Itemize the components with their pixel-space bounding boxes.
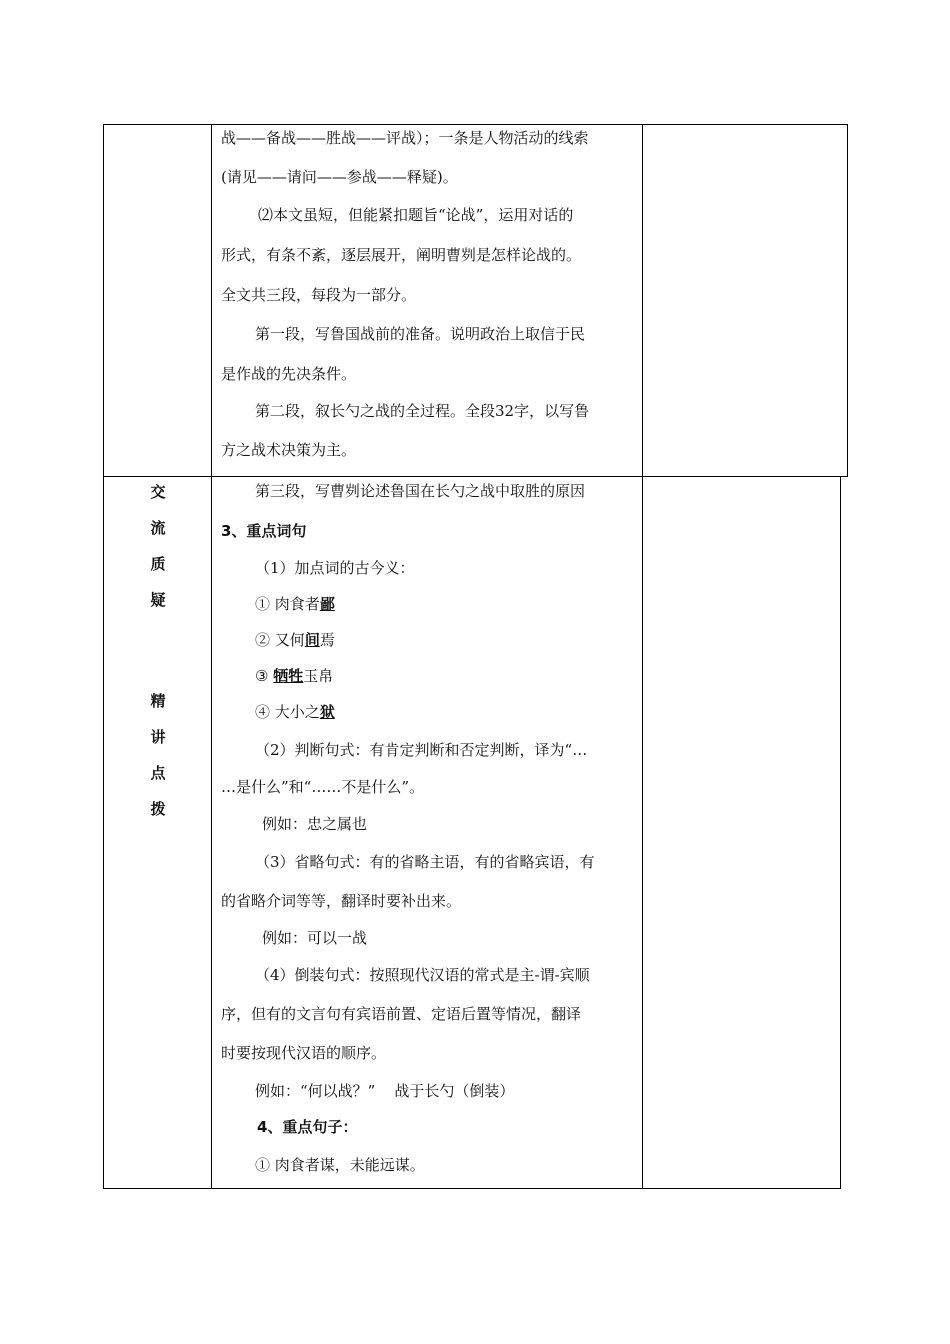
upper-line-6: 第一段，写鲁国战前的准备。说明政治上取信于民 xyxy=(255,325,586,343)
word-item-4 xyxy=(255,702,335,722)
heading-key-sentences: 4、重点句子： xyxy=(257,1118,358,1136)
gujin-title: （1）加点词的古今义： xyxy=(255,559,415,577)
inversion-example: 例如：“何以战？” 战于长勺（倒装） xyxy=(255,1082,515,1100)
para-three: 第三段，写曹刿论述鲁国在长勺之战中取胜的原因 xyxy=(255,482,586,500)
side-label-jiao: 交 xyxy=(150,483,166,501)
judge-line-2: …是什么”和“……不是什么”。 xyxy=(221,778,425,796)
word-item-1 xyxy=(255,594,335,614)
item-pre: 又何 xyxy=(274,631,305,649)
side-label-dian: 点 xyxy=(150,764,166,782)
omit-example: 例如：可以一战 xyxy=(262,929,368,947)
side-label-jiang: 讲 xyxy=(150,728,166,746)
judge-line-1: （2）判断句式：有肯定判断和否定判断，译为“… xyxy=(255,741,588,759)
side-label-jing: 精 xyxy=(150,692,166,710)
table-divider-1 xyxy=(211,124,212,1189)
dotted-word: 间 xyxy=(304,631,320,649)
upper-line-8: 第二段，叙长勺之战的全过程。全段32字，以写鲁 xyxy=(255,402,590,420)
sentence-1: ① 肉食者谋，未能远谋。 xyxy=(255,1156,425,1174)
inversion-line-2: 序，但有的文言句有宾语前置、定语后置等情况，翻译 xyxy=(221,1005,582,1023)
item-number: ① xyxy=(255,595,271,613)
item-number: ④ xyxy=(255,703,271,721)
side-label-liu: 流 xyxy=(150,519,166,537)
upper-line-5: 全文共三段，每段为一部分。 xyxy=(221,286,417,304)
upper-line-2: (请见——请问——参战——释疑)。 xyxy=(221,168,458,186)
inversion-line-3: 时要按现代汉语的顺序。 xyxy=(221,1044,387,1062)
table-border-right-lower xyxy=(840,476,841,1189)
item-pre: 大小之 xyxy=(274,703,320,721)
upper-line-7: 是作战的先决条件。 xyxy=(221,365,357,383)
table-border-right-upper xyxy=(847,124,848,477)
upper-line-3: ⑵本文虽短，但能紧扣题旨“论战”，运用对话的 xyxy=(258,206,574,224)
item-post: 焉 xyxy=(319,631,335,649)
word-item-2 xyxy=(255,630,335,650)
table-divider-2 xyxy=(642,124,643,1189)
item-post: 玉帛 xyxy=(303,667,334,685)
upper-line-1: 战——备战——胜战——评战）；一条是人物活动的线索 xyxy=(221,129,589,147)
omit-line-1: （3）省略句式：有的省略主语，有的省略宾语，有 xyxy=(255,853,595,871)
omit-line-2: 的省略介词等等，翻译时要补出来。 xyxy=(221,892,462,910)
item-pre: 肉食者 xyxy=(274,595,320,613)
dotted-word: 牺牲 xyxy=(273,667,304,685)
inversion-line-1: （4）倒装句式：按照现代汉语的常式是主-谓-宾顺 xyxy=(255,966,590,984)
table-border-top xyxy=(103,124,848,125)
item-number: ② xyxy=(255,631,271,649)
judge-example: 例如：忠之属也 xyxy=(262,815,368,833)
side-label-yi: 疑 xyxy=(150,591,166,609)
side-label-zhi: 质 xyxy=(150,555,166,573)
dotted-word: 鄙 xyxy=(319,595,335,613)
table-border-middle xyxy=(103,476,848,477)
dotted-word: 狱 xyxy=(319,703,335,721)
item-number: ③ xyxy=(255,667,269,685)
table-border-left xyxy=(103,124,104,1189)
table-border-bottom xyxy=(103,1188,841,1189)
upper-line-9: 方之战术决策为主。 xyxy=(221,441,357,459)
upper-line-4: 形式，有条不紊，逐层展开，阐明曹刿是怎样论战的。 xyxy=(221,246,582,264)
side-label-bo: 拨 xyxy=(150,800,166,818)
heading-key-words: 3、重点词句 xyxy=(221,522,307,540)
word-item-3 xyxy=(255,666,333,686)
